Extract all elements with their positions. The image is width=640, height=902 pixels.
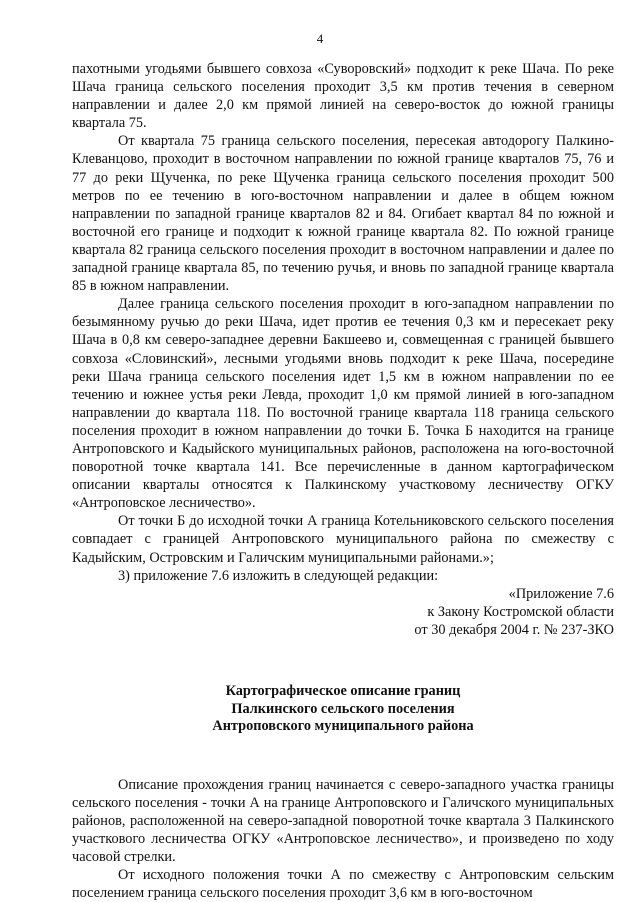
paragraph-6: Описание прохождения границ начинается с северо-западного участка границы сельского поселения - точки А на границе Антроповского и Галичского муниципальных районов, расположенной на северо-западной поворотной точке квартала 3 Палкинского участкового лесничества ОГКУ «Антроповское лесничество», и произведено по ходу часовой стрелки. bbox=[72, 776, 614, 865]
paragraph-7: От исходного положения точки А по смежеству с Антроповским сельским поселением граница сельского поселения проходит 3,6 км в юго-восточном bbox=[72, 866, 614, 902]
paragraph-3: Далее граница сельского поселения проходит в юго-западном направлении по безымянному ручью до реки Шача, идет против ее течения 0,3 км и пересекает реку Шача в 0,8 км северо-западнее деревни Бакшеево и, совмещенная с границей бывшего совхоза «Словинский», лесными угодьями вновь подходит к реке Шача, посередине реки Шача граница сельского поселения идет 1,5 км в южном направлении по ее течению и южнее устья реки Левда, проходит 1,0 км прямой линией в юго-западном направлении до квартала 118. По восточной границе квартала 118 граница сельского поселения проходит в южном направлении до точки Б. Точка Б находится на границе Антроповского и Кадыйского муниципальных районов, расположена на юго-восточной поворотной точке квартала 141. Все перечисленные в данном картографическом описании кварталы относятся к Палкинскому участковому лесничеству ОГКУ «Антроповское лесничество». bbox=[72, 296, 614, 512]
appendix-line-1: «Приложение 7.6 bbox=[508, 585, 614, 602]
title-line-2: Палкинского сельского поселения bbox=[231, 700, 455, 717]
paragraph-4: От точки Б до исходной точки А граница Котельниковского сельского поселения совпадает с границей Антроповского муниципального района по смежеству с Кадыйским, Островским и Галичским муниципальными районами.»; bbox=[72, 513, 614, 566]
section-title bbox=[72, 683, 614, 736]
appendix-line-3: от 30 декабря 2004 г. № 237-ЗКО bbox=[414, 621, 614, 638]
document-body bbox=[72, 60, 614, 902]
appendix-line-2: к Закону Костромской области bbox=[427, 603, 614, 620]
page-number: 4 bbox=[316, 31, 324, 46]
appendix-reference bbox=[72, 585, 614, 639]
paragraph-1: пахотными угодьями бывшего совхоза «Суворовский» подходит к реке Шача. По реке Шача граница сельского поселения проходит 3,5 км против течения в северном направлении и далее 2,0 км прямой линией на северо-восток до южной границы квартала 75. bbox=[72, 61, 614, 132]
paragraph-5: 3) приложение 7.6 изложить в следующей редакции: bbox=[118, 567, 439, 584]
title-line-1: Картографическое описание границ bbox=[225, 683, 461, 699]
title-line-3: Антроповского муниципального района bbox=[212, 718, 474, 734]
paragraph-2: От квартала 75 граница сельского поселения, пересекая автодорогу Палкино-Клеванцово, проходит в восточном направлении по южной границе кварталов 75, 76 и 77 до реки Щученка, по реке Щученка граница сельского поселения проходит 500 метров по ее течению в юго-восточном направлении и далее в общем южном направлении по западной границе кварталов 82 и 84. Огибает квартал 84 по южной и восточной его границе и подходит к южной границе квартала 82. По южной границе квартала 82 граница сельского поселения проходит в восточном направлении и далее по западной границе квартала 85, по течению ручья, и вновь по западной границе квартала 85 в южном направлении. bbox=[72, 133, 614, 295]
